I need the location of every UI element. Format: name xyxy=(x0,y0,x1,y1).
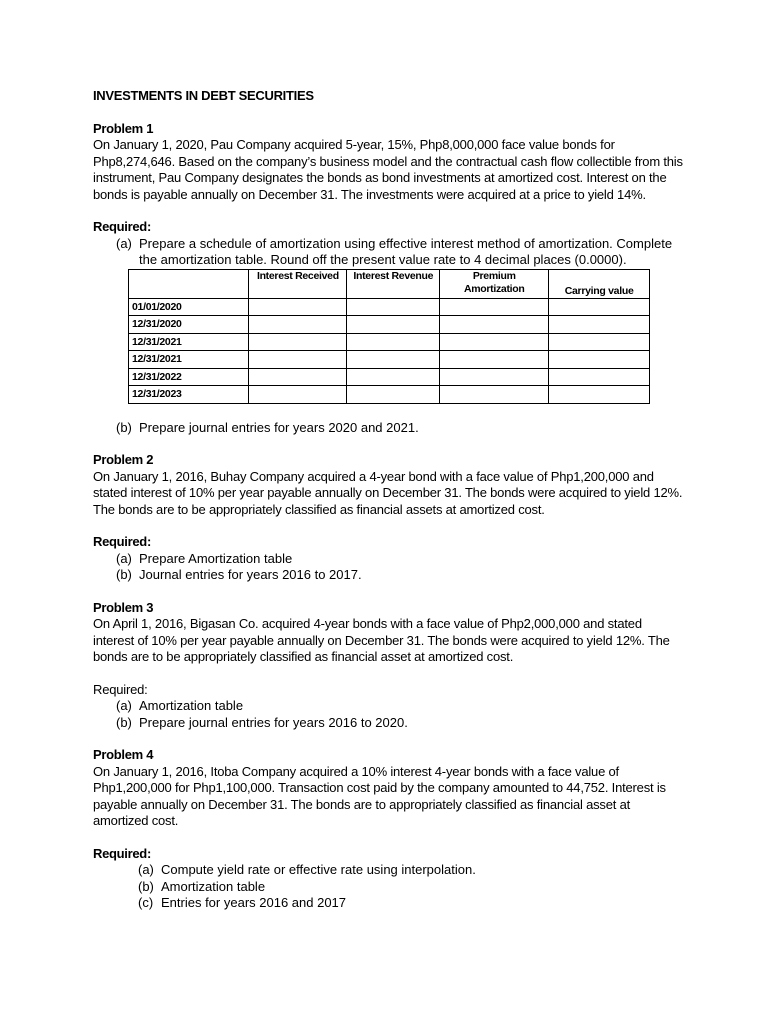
problem-1-requirements xyxy=(93,236,683,269)
problem-3-text: On April 1, 2016, Bigasan Co. acquired 4-year bonds with a face value of Php2,000,000 and stated interest of 10% per year payable annually on December 31. The bonds were acquired to yield 12%. The bonds are to be appropriately classified as financial asset at amortized cost. xyxy=(93,616,670,664)
table-cell xyxy=(440,298,549,316)
problem-3-required: Required: xyxy=(93,681,148,697)
document-title: INVESTMENTS IN DEBT SECURITIES xyxy=(93,88,314,103)
list-item xyxy=(138,879,683,896)
list-item xyxy=(138,862,683,879)
table-header-cell: Interest Revenue xyxy=(347,269,440,298)
problem-2-text: On January 1, 2016, Buhay Company acquired a 4-year bond with a face value of Php1,200,000 and stated interest of 10% per year payable annually on December 31. The bonds were acquired to yield 12%. The bonds are to be appropriately classified as financial assets at amortized cost. xyxy=(93,468,683,517)
item-marker: (a) xyxy=(116,235,132,251)
problem-1-text: On January 1, 2020, Pau Company acquired 5-year, 15%, Php8,000,000 face value bonds for Php8,274,646. Based on the company’s business model and the contractual cash flow collectible from this instrument, Pau Company designates the bonds as bond investments at amortized cost. Interest on the bonds is payable annually on December 31. The investments were acquired at a price to yield 14%. xyxy=(93,137,683,202)
item-marker: (a) xyxy=(116,698,132,713)
table-cell xyxy=(549,368,650,386)
list-item xyxy=(116,236,683,269)
problem-4-required: Required: xyxy=(93,845,151,861)
item-marker: (c) xyxy=(138,895,154,910)
list-item xyxy=(116,420,683,437)
table-cell xyxy=(347,351,440,369)
table-cell xyxy=(249,368,347,386)
problem-2-required: Required: xyxy=(93,534,151,549)
problem-3-requirements xyxy=(93,698,683,731)
problem-2-requirements xyxy=(93,551,683,584)
item-marker: (a) xyxy=(138,862,154,877)
table-cell xyxy=(249,351,347,369)
table-cell xyxy=(347,316,440,334)
problem-3-heading: Problem 3 xyxy=(93,599,154,615)
table-cell xyxy=(440,368,549,386)
item-marker: (a) xyxy=(116,550,132,566)
table-date-cell: 12/31/2020 xyxy=(129,316,249,334)
table-header-cell: Interest Received xyxy=(249,269,347,298)
table-row xyxy=(129,298,650,316)
table-cell xyxy=(249,333,347,351)
item-marker: (b) xyxy=(116,567,132,582)
item-text: Entries for years 2016 and 2017 xyxy=(161,895,347,910)
problem-1-required: Required: xyxy=(93,219,151,234)
problem-4-requirements xyxy=(93,862,683,912)
problem-1-heading: Problem 1 xyxy=(93,120,154,136)
table-cell xyxy=(347,333,440,351)
table-header-cell xyxy=(129,269,249,298)
item-marker: (b) xyxy=(138,878,154,894)
table-cell xyxy=(440,333,549,351)
list-item xyxy=(116,698,683,715)
problem-4-heading: Problem 4 xyxy=(93,747,154,762)
table-date-cell: 12/31/2022 xyxy=(129,368,249,386)
table-header-cell: Premium Amortization xyxy=(440,269,549,298)
table-cell xyxy=(549,333,650,351)
table-cell xyxy=(249,298,347,316)
table-date-cell: 12/31/2021 xyxy=(129,333,249,351)
table-cell xyxy=(347,298,440,316)
item-text: Compute yield rate or effective rate using interpolation. xyxy=(161,862,476,877)
list-item xyxy=(116,567,683,584)
table-cell xyxy=(549,351,650,369)
table-cell xyxy=(440,351,549,369)
table-date-cell: 12/31/2021 xyxy=(129,351,249,369)
table-cell xyxy=(440,386,549,404)
document-page xyxy=(93,88,683,912)
list-item xyxy=(116,551,683,568)
table-date-cell: 01/01/2020 xyxy=(129,298,249,316)
table-cell xyxy=(549,298,650,316)
item-text: Amortization table xyxy=(161,878,266,894)
problem-2-heading: Problem 2 xyxy=(93,452,154,467)
table-cell xyxy=(440,316,549,334)
item-text: Journal entries for years 2016 to 2017. xyxy=(139,567,362,582)
list-item xyxy=(138,895,683,912)
item-text: Prepare Amortization table xyxy=(139,550,293,566)
table-row xyxy=(129,351,650,369)
table-cell xyxy=(549,316,650,334)
table-cell xyxy=(347,386,440,404)
table-cell xyxy=(347,368,440,386)
table-header-cell: Carrying value xyxy=(549,269,650,298)
item-marker: (b) xyxy=(116,714,132,730)
amortization-table xyxy=(128,269,650,404)
item-text: Prepare a schedule of amortization using effective interest method of amortization. Complete the amortization table. Round off the present value rate to 4 decimal places (0.0000). xyxy=(139,235,673,267)
table-date-cell: 12/31/2023 xyxy=(129,386,249,404)
problem-1-requirements-b xyxy=(93,420,683,437)
problem-4-text: On January 1, 2016, Itoba Company acquired a 10% interest 4-year bonds with a face value of Php1,200,000 for Php1,100,000. Transaction cost paid by the company amounted to 44,752. Interest is payable annually on December 31. The bonds are to appropriately classified as financial asset at amortized cost. xyxy=(93,763,666,828)
item-text: Prepare journal entries for years 2016 to 2020. xyxy=(139,714,408,730)
table-row xyxy=(129,368,650,386)
item-text: Amortization table xyxy=(139,698,244,713)
table-cell xyxy=(549,386,650,404)
table-row xyxy=(129,333,650,351)
table-cell xyxy=(249,316,347,334)
table-row xyxy=(129,316,650,334)
table-header-row xyxy=(129,269,650,298)
item-text: Prepare journal entries for years 2020 and 2021. xyxy=(139,419,419,435)
item-marker: (b) xyxy=(116,419,132,435)
list-item xyxy=(116,715,683,732)
table-cell xyxy=(249,386,347,404)
table-row xyxy=(129,386,650,404)
